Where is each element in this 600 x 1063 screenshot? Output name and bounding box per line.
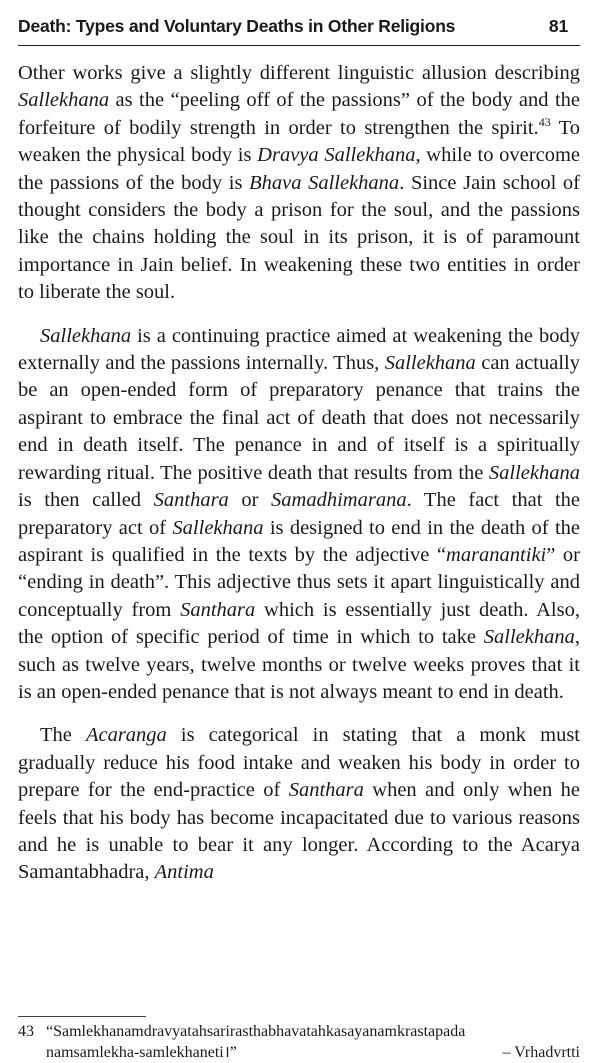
text-run: when and only when he feels that his body has become incapacitated due to various reasons and he is unable to bear it any longer. According to the Acarya Samantabhadra, (18, 779, 580, 884)
footnote-reference: 43 (538, 114, 551, 129)
italic-term: Sallekhana (172, 516, 264, 539)
text-run: Other works give a slightly different linguistic allusion describing (18, 62, 580, 84)
text-run: as the “peeling off of the passions” of the body and the forfeiture of bodily strength in order to strengthen the spirit. (18, 89, 580, 139)
italic-term: Sallekhana (18, 89, 110, 112)
italic-term: Sallekhana (488, 461, 580, 484)
paragraph (18, 722, 580, 886)
italic-term: Bhava Sallekhana (249, 171, 400, 194)
text-run: , while to overcome the passions of the body is (18, 144, 581, 194)
footnote-text-line-2: namsamlekha-samlekhaneti।” (46, 1044, 237, 1061)
text-run: The (40, 724, 86, 747)
text-run: which is essentially just death. Also, the option of specific period of time in which to take (18, 598, 580, 649)
page-number: 81 (548, 16, 568, 36)
footnote-number: 43 (18, 1023, 34, 1040)
italic-term: Dravya Sallekhana (257, 144, 416, 167)
text-run: is categorical in stating that a monk must gradually reduce his food intake and weaken his body in order to prepare for the end-practice of (18, 724, 581, 802)
paragraph (18, 60, 580, 307)
chapter-title: Death: Types and Voluntary Deaths in Other Religions (18, 16, 456, 36)
text-run: is designed to end in the death of the aspirant is qualified in the texts by the adjective “ (18, 516, 581, 566)
italic-term: Santhara (153, 489, 229, 512)
footnote-divider (18, 1016, 146, 1017)
text-run: is then called (18, 489, 154, 512)
footnote (18, 1021, 580, 1063)
text-run: To weaken the physical body is (18, 116, 580, 167)
text-run: is a continuing practice aimed at weakening the body externally and the passions internally. Thus, (18, 324, 580, 375)
footnote-source: – Vrhadvrtti (502, 1044, 580, 1061)
running-header (18, 0, 580, 46)
italic-term: Samadhimarana (271, 489, 407, 512)
italic-term: Sallekhana (483, 626, 575, 649)
italic-term: maranantiki (446, 543, 547, 566)
italic-term: Antima (154, 861, 214, 884)
italic-term: Sallekhana (40, 324, 132, 347)
footnote-text-line-1: “Samlekhanamdravyatahsarirasthabhavatahkasayanamkrastapada (46, 1023, 466, 1040)
text-run: or (228, 489, 272, 512)
italic-term: Acaranga (85, 724, 167, 747)
text-run: . Since Jain school of thought considers the body a prison for the soul, and the passions like the chains holding the soul in its prison, it is of paramount importance in Jain belief. In weakening these two entities in order to liberate the soul. (18, 171, 580, 304)
italic-term: Santhara (180, 598, 256, 621)
text-run: , such as twelve years, twelve months or twelve weeks proves that it is an open-ended penance that is not always meant to end in death. (18, 626, 580, 703)
text-run: ” or “ending in death”. This adjective thus sets it apart linguistically and conceptually from (18, 543, 580, 621)
body-text (18, 60, 580, 887)
italic-term: Sallekhana (384, 352, 476, 375)
paragraph (18, 323, 580, 707)
text-run: can actually be an open-ended form of preparatory penance that trains the aspirant to embrace the final act of death that does not necessarily end in death itself. The penance in and of itself is a spiritually rewarding ritual. The positive death that results from the (18, 352, 580, 484)
text-run: . The fact that the preparatory act of (18, 489, 581, 539)
italic-term: Santhara (288, 779, 364, 802)
